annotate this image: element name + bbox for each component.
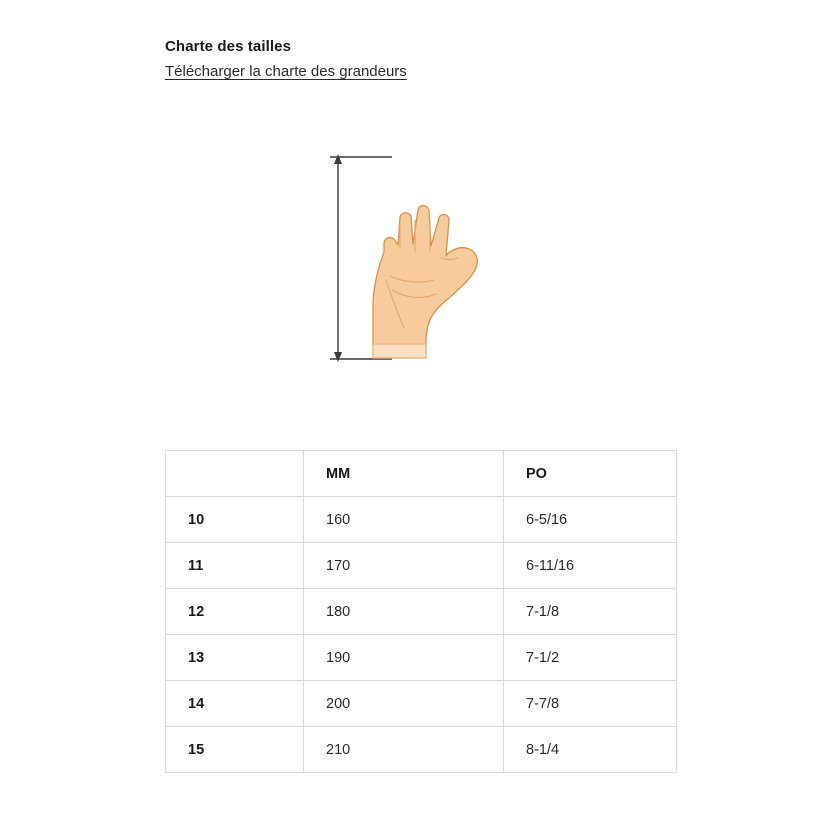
cell-po: 6-5/16 [504, 497, 677, 543]
cell-po: 7-1/2 [504, 635, 677, 681]
cell-mm: 170 [304, 543, 504, 589]
size-chart-table [165, 450, 677, 773]
table-row [166, 681, 677, 727]
page-header [165, 38, 685, 81]
table-row [166, 635, 677, 681]
download-size-chart-link[interactable]: Télécharger la charte des grandeurs [165, 63, 407, 80]
cell-po: 8-1/4 [504, 727, 677, 773]
cell-size: 12 [166, 589, 304, 635]
cell-size: 13 [166, 635, 304, 681]
cell-mm: 190 [304, 635, 504, 681]
hand-graphic [373, 206, 477, 359]
table-row [166, 543, 677, 589]
page-title: Charte des tailles [165, 38, 292, 55]
cell-mm: 200 [304, 681, 504, 727]
cell-po: 7-1/8 [504, 589, 677, 635]
table-row [166, 727, 677, 773]
table-header-row [166, 451, 677, 497]
table-header-po: PO [504, 451, 677, 497]
table-row [166, 497, 677, 543]
cell-mm: 210 [304, 727, 504, 773]
cell-size: 10 [166, 497, 304, 543]
table-header-size [166, 451, 304, 497]
cell-size: 14 [166, 681, 304, 727]
hand-measurement-illustration [320, 148, 550, 388]
table-header-mm: MM [304, 451, 504, 497]
cell-po: 7-7/8 [504, 681, 677, 727]
cell-mm: 180 [304, 589, 504, 635]
cell-size: 11 [166, 543, 304, 589]
table-row [166, 589, 677, 635]
cell-po: 6-11/16 [504, 543, 677, 589]
cell-size: 15 [166, 727, 304, 773]
cell-mm: 160 [304, 497, 504, 543]
